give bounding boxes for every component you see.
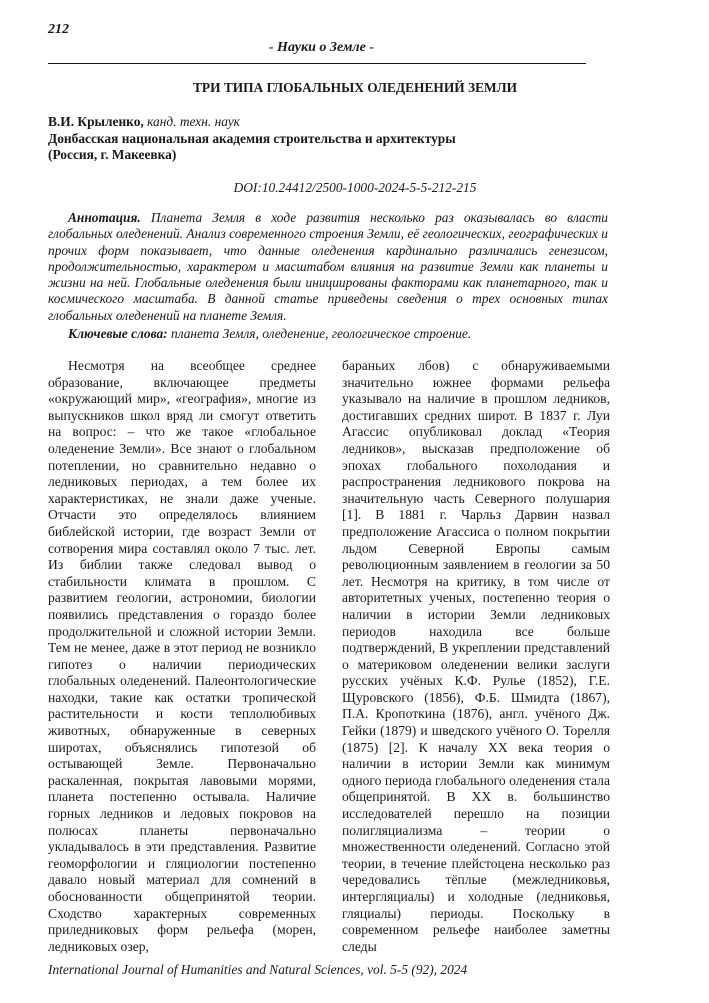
abstract — [48, 210, 608, 324]
journal-section-header: - Науки о Земле - — [268, 40, 374, 55]
keywords-label: Ключевые слова: — [68, 326, 168, 341]
body-text-left-column: Несмотря на всеобщее среднее образование, включающее предметы «окружающий мир», «география», многие из выпускников школ вряд ли смогут ответить на вопрос: – что же такое «глобальное оледенение Земли». Все знают о глобальном потеплении, но сравнительно недавно о ледниковых периодах, а тем более их характеристиках, не знали даже ученые. Отчасти это определялось влиянием библейской истории, где возраст Земли от сотворения мира составлял около 7 тыс. лет. Из библии также следовал вывод о стабильности климата в прошлом. С развитием геологии, астрономии, биологии появились представления о гораздо более продолжительной и сложной истории Земли. Тем не менее, даже в этот период не возникло гипотез о наличии периодических глобальных оледенений. Палеонтологические находки, такие как остатки тропической растительности и кости теплолюбивых животных, обнаруженные в северных широтах, объяснялись гипотезой об остывающей Земле. Первоначально раскаленная, покрытая лавовыми морями, планета постепенно остывала. Наличие горных ледников и ледовых покровов на полюсах планеты первоначально укладывалось в эти представления. Развитие геоморфологии и гляциологии постепенно давало новый материал для сомнений в обоснованности общепринятой теории. Сходство характерных современных приледниковых форм рельефа (морен, ледниковых озер, — [48, 358, 316, 954]
body-text-right-column: бараньих лбов) с обнаруживаемыми значительно южнее формами рельефа указывало на наличие в прошлом ледников, достигавших средних широт. В 1837 г. Луи Агассис опубликовал доклад «Теория ледников», высказав предположение об эпохах глобального похолодания и распространения ледникового покрова на значительную часть Северного полушария [1]. В 1881 г. Чарльз Дарвин назвал предположение Агассиса о полном покрытии льдом Северной Европы самым революционным заявлением в геологии за 50 лет. Несмотря на критику, в том числе от авторитетных ученых, постепенно теория о наличии в истории Земли ледниковых периодов находила все больше подтверждений, В укреплении представлений о материковом оледенении велики заслуги русских учёных К.Ф. Рулье (1852), Г.Е. Щуровского (1856), Ф.Б. Шмидта (1867), П.А. Кропоткина (1876), англ. учёного Дж. Гейки (1879) и шведского учёного О. Торелля (1875) [2]. К началу XX века теория о наличии в истории Земли как минимум одного периода глобального оледенения стала общепринятой. В XX в. большинство исследователей перешло на позиции полигляциализма – теории о множественности оледенений. Согласно этой теории, в течение плейстоцена несколько раз чередовались тёплые (межледниковья, интергляциалы) и холодные (ледниковья, гляциалы) периоды. Поскольку в современном рельефе наиболее заметны следы — [342, 358, 610, 954]
author-name: В.И. Крыленко, — [48, 114, 144, 129]
article-title: ТРИ ТИПА ГЛОБАЛЬНЫХ ОЛЕДЕНЕНИЙ ЗЕМЛИ — [192, 80, 518, 95]
page-number: 212 — [48, 22, 69, 37]
keywords — [48, 326, 608, 342]
author-affiliation: Донбасская национальная академия строительства и архитектуры — [48, 130, 456, 146]
doi[interactable]: DOI:10.24412/2500-1000-2024-5-5-212-215 — [233, 180, 477, 195]
journal-footer: International Journal of Humanities and Natural Sciences, vol. 5-5 (92), 2024 — [48, 962, 468, 977]
author-location: (Россия, г. Макеевка) — [48, 147, 177, 162]
abstract-text: Планета Земля в ходе развития несколько раз оказывалась во власти глобальных оледенений. Анализ современного строения Земли, её геологических, географических и прочих форм показывает, что данные оледенения кардинально различались генезисом, продолжительностью, характером и масштабом влияния на развитие Земли как планеты и жизни на ней. Глобальные оледенения были инициированы факторами как планетарного, так и космического масштаба. В данной статье приведены сведения о трех основных типах глобальных оледенений на планете Земля. — [48, 210, 608, 323]
keywords-text: планета Земля, оледенение, геологическое строение. — [167, 326, 472, 341]
author-block — [48, 114, 662, 164]
abstract-label: Аннотация. — [68, 210, 141, 225]
header-divider — [48, 63, 586, 64]
author-degree: канд. техн. наук — [143, 114, 240, 129]
